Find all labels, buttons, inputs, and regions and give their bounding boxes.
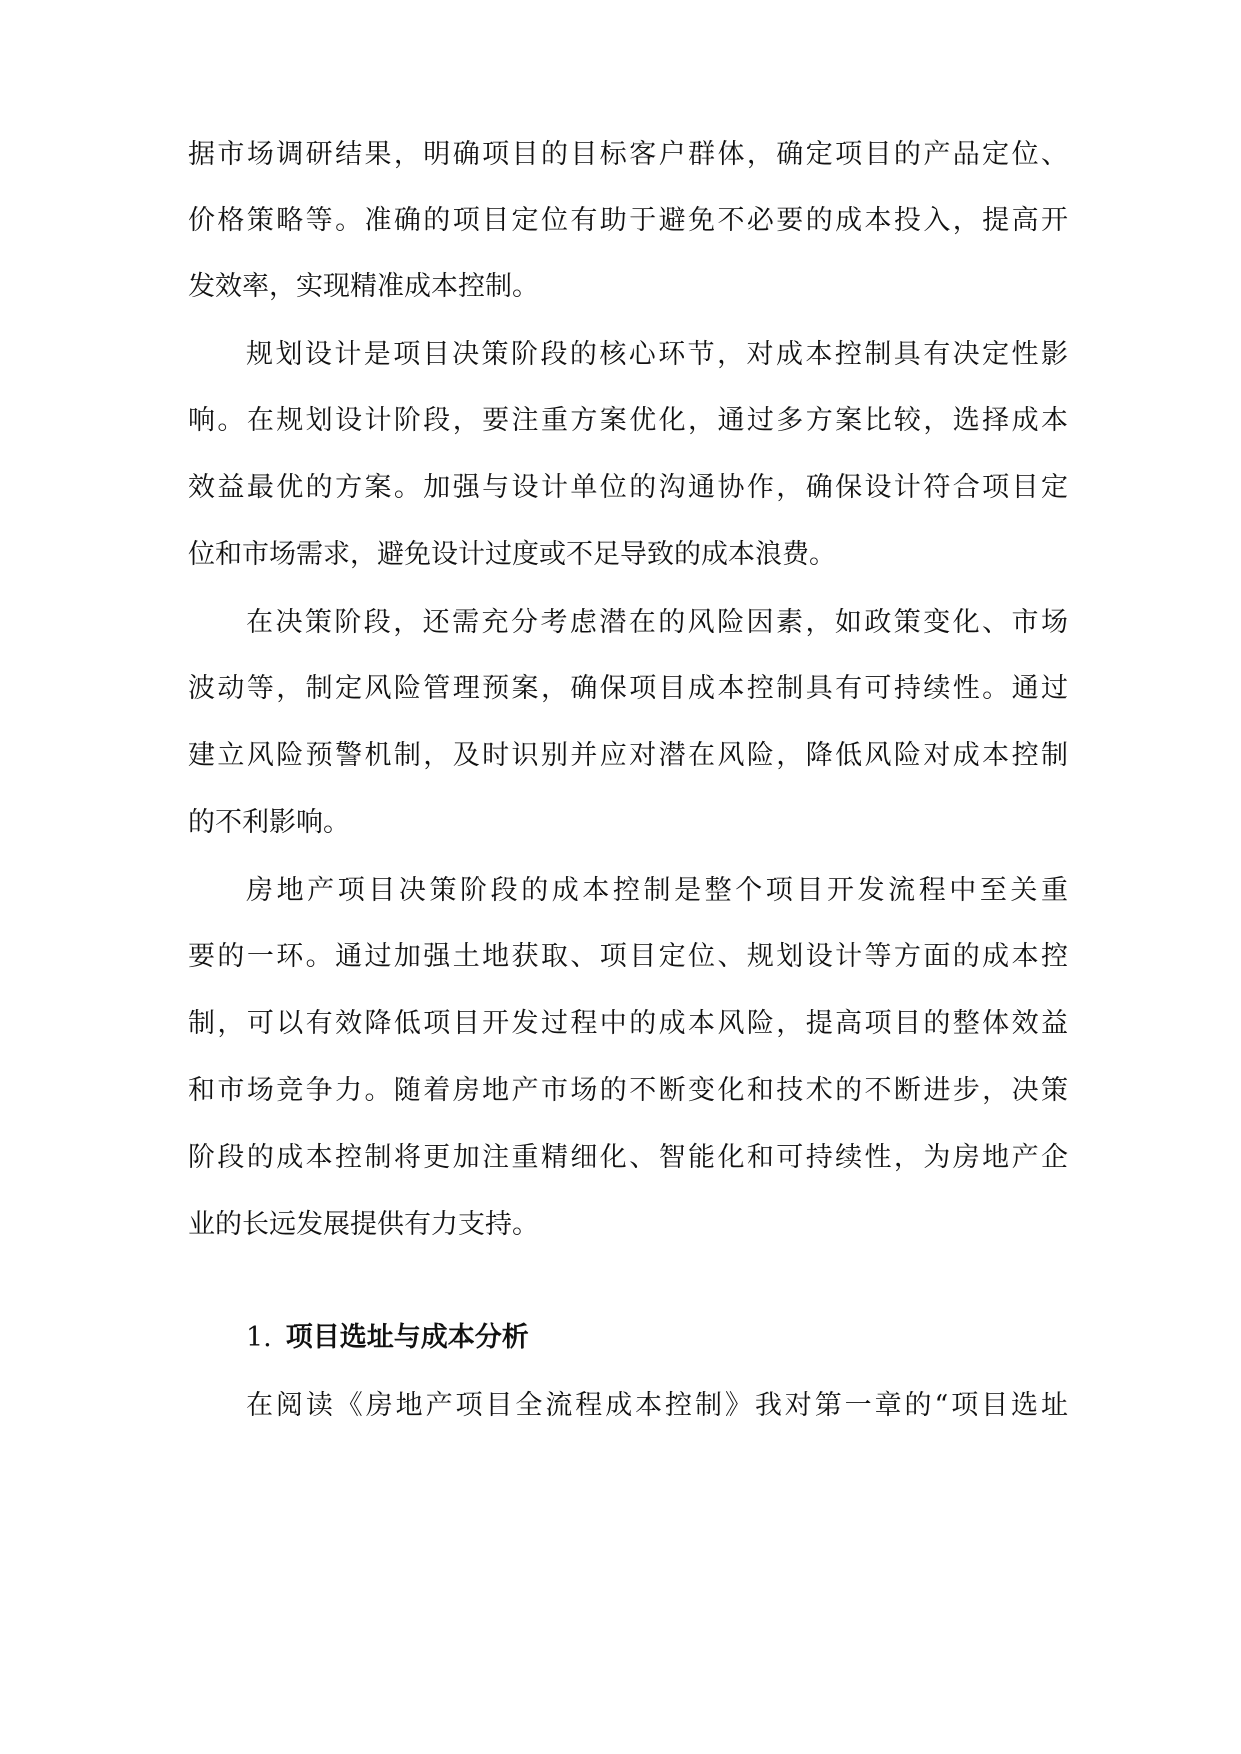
section-number: 1. xyxy=(246,1322,272,1353)
paragraph-line: 建立风险预警机制，及时识别并应对潜在风险，降低风险对成本控制 xyxy=(188,740,1068,771)
paragraph-line: 在阅读《房地产项目全流程成本控制》我对第一章的“项目选址 xyxy=(246,1390,1068,1421)
paragraph-line: 价格策略等。准确的项目定位有助于避免不必要的成本投入，提高开 xyxy=(188,205,1068,236)
paragraph-line: 响。在规划设计阶段，要注重方案优化，通过多方案比较，选择成本 xyxy=(188,405,1068,436)
paragraph-line: 业的长远发展提供有力支持。 xyxy=(188,1209,539,1240)
section-title: 项目选址与成本分析 xyxy=(285,1322,529,1353)
section-heading xyxy=(246,1318,846,1358)
paragraph-line: 和市场竞争力。随着房地产市场的不断变化和技术的不断进步，决策 xyxy=(188,1075,1068,1106)
paragraph-line: 房地产项目决策阶段的成本控制是整个项目开发流程中至关重 xyxy=(246,875,1068,906)
paragraph-line: 效益最优的方案。加强与设计单位的沟通协作，确保设计符合项目定 xyxy=(188,472,1068,503)
paragraph-line: 波动等，制定风险管理预案，确保项目成本控制具有可持续性。通过 xyxy=(188,673,1068,704)
paragraph-line: 阶段的成本控制将更加注重精细化、智能化和可持续性，为房地产企 xyxy=(188,1142,1068,1173)
paragraph-line: 位和市场需求，避免设计过度或不足导致的成本浪费。 xyxy=(188,539,836,570)
paragraph-line: 发效率，实现精准成本控制。 xyxy=(188,271,539,302)
paragraph-line: 制，可以有效降低项目开发过程中的成本风险，提高项目的整体效益 xyxy=(188,1008,1068,1039)
paragraph-line: 规划设计是项目决策阶段的核心环节，对成本控制具有决定性影 xyxy=(246,339,1068,370)
paragraph-line: 在决策阶段，还需充分考虑潜在的风险因素，如政策变化、市场 xyxy=(246,607,1068,638)
paragraph-line: 的不利影响。 xyxy=(188,807,350,838)
paragraph-line: 要的一环。通过加强土地获取、项目定位、规划设计等方面的成本控 xyxy=(188,941,1068,972)
paragraph-line: 据市场调研结果，明确项目的目标客户群体，确定项目的产品定位、 xyxy=(188,139,1068,170)
